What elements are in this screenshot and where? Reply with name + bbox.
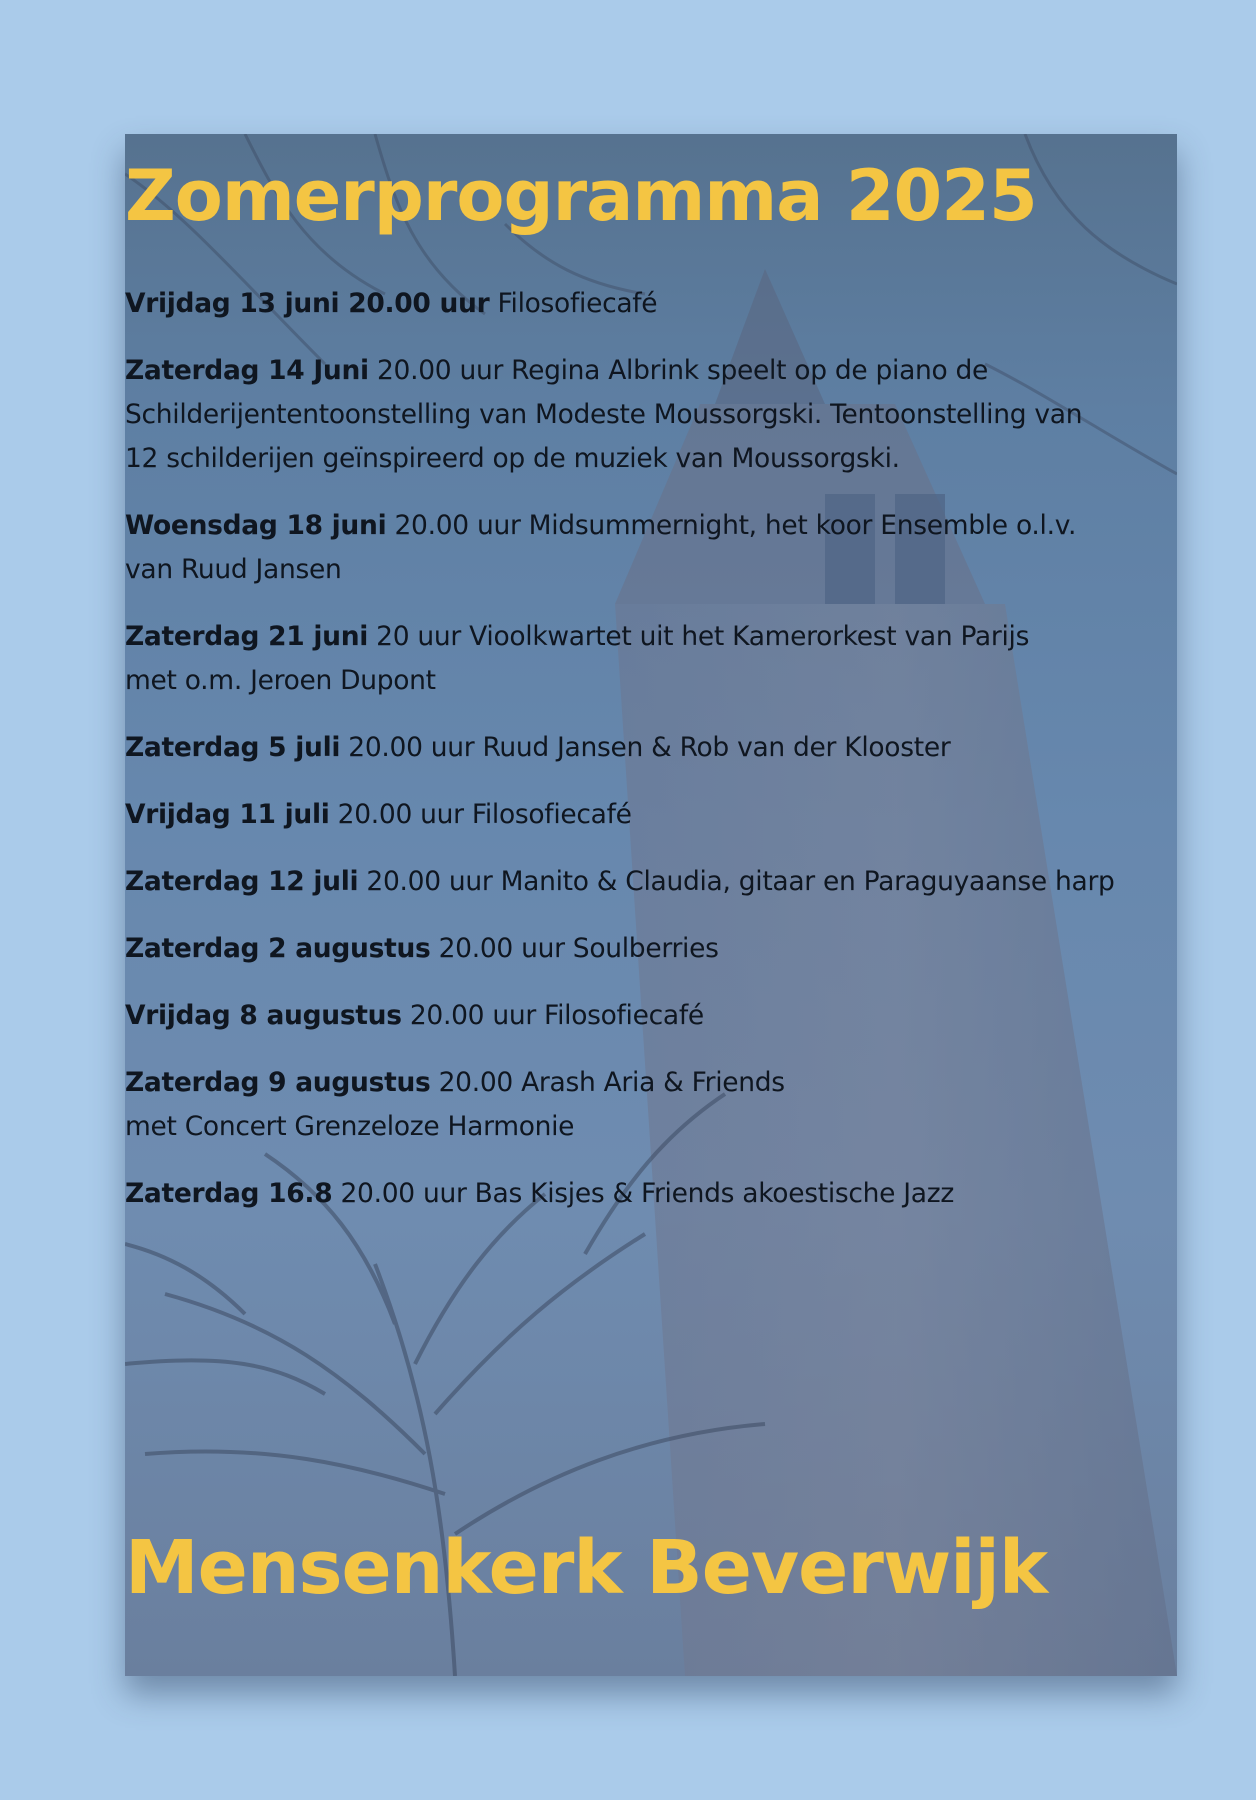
event-item: [125, 927, 1177, 971]
poster-content: [125, 134, 1177, 1676]
event-description: met Concert Grenzeloze Harmonie: [125, 1111, 575, 1142]
event-item: [125, 1172, 1177, 1216]
event-item: [125, 994, 1177, 1038]
event-date: Vrijdag 8 augustus: [125, 1000, 402, 1031]
event-date: Vrijdag 11 juli: [125, 799, 330, 830]
event-description: 20.00 uur Manito & Claudia, gitaar en Paraguyaanse harp: [358, 866, 1115, 897]
event-item: [125, 726, 1177, 770]
event-description: 20.00 uur Filosofiecafé: [329, 799, 632, 830]
event-item: [125, 282, 1177, 326]
event-description: 20.00 uur Regina Albrink speelt op de piano de: [368, 355, 989, 386]
event-item: [125, 793, 1177, 837]
event-description: 20.00 uur Midsummernight, het koor Ensemble o.l.v.: [386, 510, 1077, 541]
event-item: [125, 1061, 1177, 1149]
event-date: Zaterdag 5 juli: [125, 732, 341, 763]
event-date: Woensdag 18 juni: [125, 510, 387, 541]
poster-title: Zomerprogramma 2025: [125, 155, 1037, 237]
event-description: 20.00 uur Soulberries: [430, 933, 719, 964]
event-date: Zaterdag 9 augustus: [125, 1067, 431, 1098]
event-description: Schilderijententoonstelling van Modeste Moussorgski. Tentoonstelling van: [125, 399, 1083, 430]
event-description: van Ruud Jansen: [125, 554, 342, 585]
event-date: Zaterdag 12 juli: [125, 866, 359, 897]
event-description: 20 uur Vioolkwartet uit het Kamerorkest van Parijs: [368, 621, 1030, 652]
event-description: 20.00 uur Filosofiecafé: [401, 1000, 704, 1031]
event-item: [125, 504, 1177, 592]
event-date: Zaterdag 21 juni: [125, 621, 369, 652]
event-item: [125, 860, 1177, 904]
poster: [125, 134, 1177, 1676]
event-date: Zaterdag 16.8: [125, 1178, 333, 1209]
event-description: met o.m. Jeroen Dupont: [125, 665, 436, 696]
event-description: 20.00 uur Ruud Jansen & Rob van der Klooster: [340, 732, 951, 763]
event-description: Filosofiecafé: [489, 288, 658, 319]
event-item: [125, 349, 1177, 481]
venue-title: Mensenkerk Beverwijk: [125, 1525, 1048, 1611]
event-date: Zaterdag 14 Juni: [125, 355, 369, 386]
event-description: 20.00 uur Bas Kisjes & Friends akoestische Jazz: [332, 1178, 954, 1209]
event-description: 12 schilderijen geïnspireerd op de muziek van Moussorgski.: [125, 443, 900, 474]
event-date: Vrijdag 13 juni 20.00 uur: [125, 288, 490, 319]
event-item: [125, 615, 1177, 703]
event-description: 20.00 Arash Aria & Friends: [430, 1067, 785, 1098]
event-list: [125, 282, 1177, 1239]
event-date: Zaterdag 2 augustus: [125, 933, 431, 964]
